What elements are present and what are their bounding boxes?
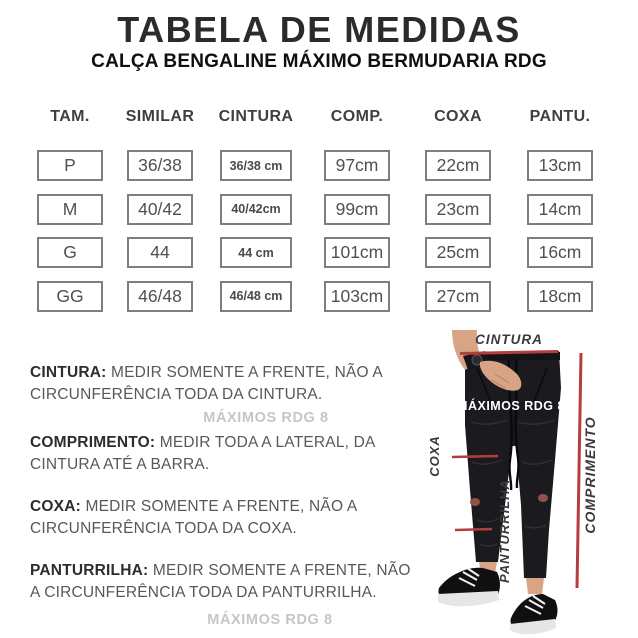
ankle-skin [526,578,544,594]
pants-measurement-diagram [425,330,638,638]
size-cell: GG [37,281,103,312]
size-cell: 40/42 [127,194,193,225]
waist-line [460,352,558,354]
size-cell: 23cm [425,194,491,225]
pants-figure-icon [425,330,638,638]
knee-rip [538,494,548,502]
size-cell: 103cm [324,281,390,312]
size-cell: 16cm [527,237,593,268]
column-header-pantu: PANTU. [529,108,591,125]
instruction-coxa [30,496,432,540]
waist-label: CINTURA [475,332,543,347]
size-cell: 36/38 cm [220,150,292,181]
size-cell: 99cm [324,194,390,225]
instruction-text: CIRCUNFERÊNCIA TODA DA COXA. [30,520,297,537]
size-cell: 46/48 cm [220,281,292,312]
instruction-text: MEDIR SOMENTE A FRENTE, NÃO A [80,498,358,515]
calf-label: PANTURRILHA [497,479,512,583]
size-cell: G [37,237,103,268]
watermark: MÁXIMOS RDG 8 [207,612,333,628]
size-cell: 13cm [527,150,593,181]
size-cell: 36/38 [127,150,193,181]
instruction-text: MEDIR SOMENTE A FRENTE, NÃO A [106,364,383,381]
size-cell: 44 cm [220,237,292,268]
size-cell: 14cm [527,194,593,225]
size-cell: 18cm [527,281,593,312]
column-header-cintura: CINTURA [218,108,294,125]
page-subtitle: CALÇA BENGALINE MÁXIMO BERMUDARIA RDG [91,51,547,72]
instruction-label: CINTURA: [30,364,107,381]
size-cell: 46/48 [127,281,193,312]
instruction-comprimento [30,432,432,476]
knee-rip [470,498,480,506]
thigh-label: COXA [427,435,442,477]
calf-line [455,529,492,530]
column-header-tam: TAM. [50,108,90,125]
instruction-panturrilha [30,560,432,604]
size-cell: 97cm [324,150,390,181]
size-cell: P [37,150,103,181]
size-cell: 22cm [425,150,491,181]
length-line [577,353,581,588]
column-header-coxa: COXA [434,108,482,125]
instruction-label: PANTURRILHA: [30,562,149,579]
instruction-label: COMPRIMENTO: [30,434,156,451]
thigh-line [452,456,498,457]
column-header-comp: COMP. [330,108,384,125]
instruction-cintura [30,362,432,406]
instruction-text: CINTURA ATÉ A BARRA. [30,456,210,473]
page-title: TABELA DE MEDIDAS [117,9,521,50]
measurement-instructions [30,362,432,624]
watermark: MÁXIMOS RDG 8 [203,410,329,426]
instruction-label: COXA: [30,498,81,515]
size-cell: 27cm [425,281,491,312]
instruction-text: CIRCUNFERÊNCIA TODA DA CINTURA. [30,386,323,403]
size-cell: 101cm [324,237,390,268]
size-cell: M [37,194,103,225]
column-header-similar: SIMILAR [125,108,195,125]
instruction-text: A CIRCUNFERÊNCIA TODA DA PANTURRILHA. [30,584,377,601]
brand-watermark: MÁXIMOS RDG 8 [457,399,565,413]
instruction-text: MEDIR SOMENTE A FRENTE, NÃO [148,562,411,579]
size-cell: 40/42cm [220,194,292,225]
size-cell: 25cm [425,237,491,268]
size-table [26,104,612,318]
length-label: COMPRIMENTO [582,416,598,534]
size-cell: 44 [127,237,193,268]
instruction-text: MEDIR TODA A LATERAL, DA [155,434,376,451]
